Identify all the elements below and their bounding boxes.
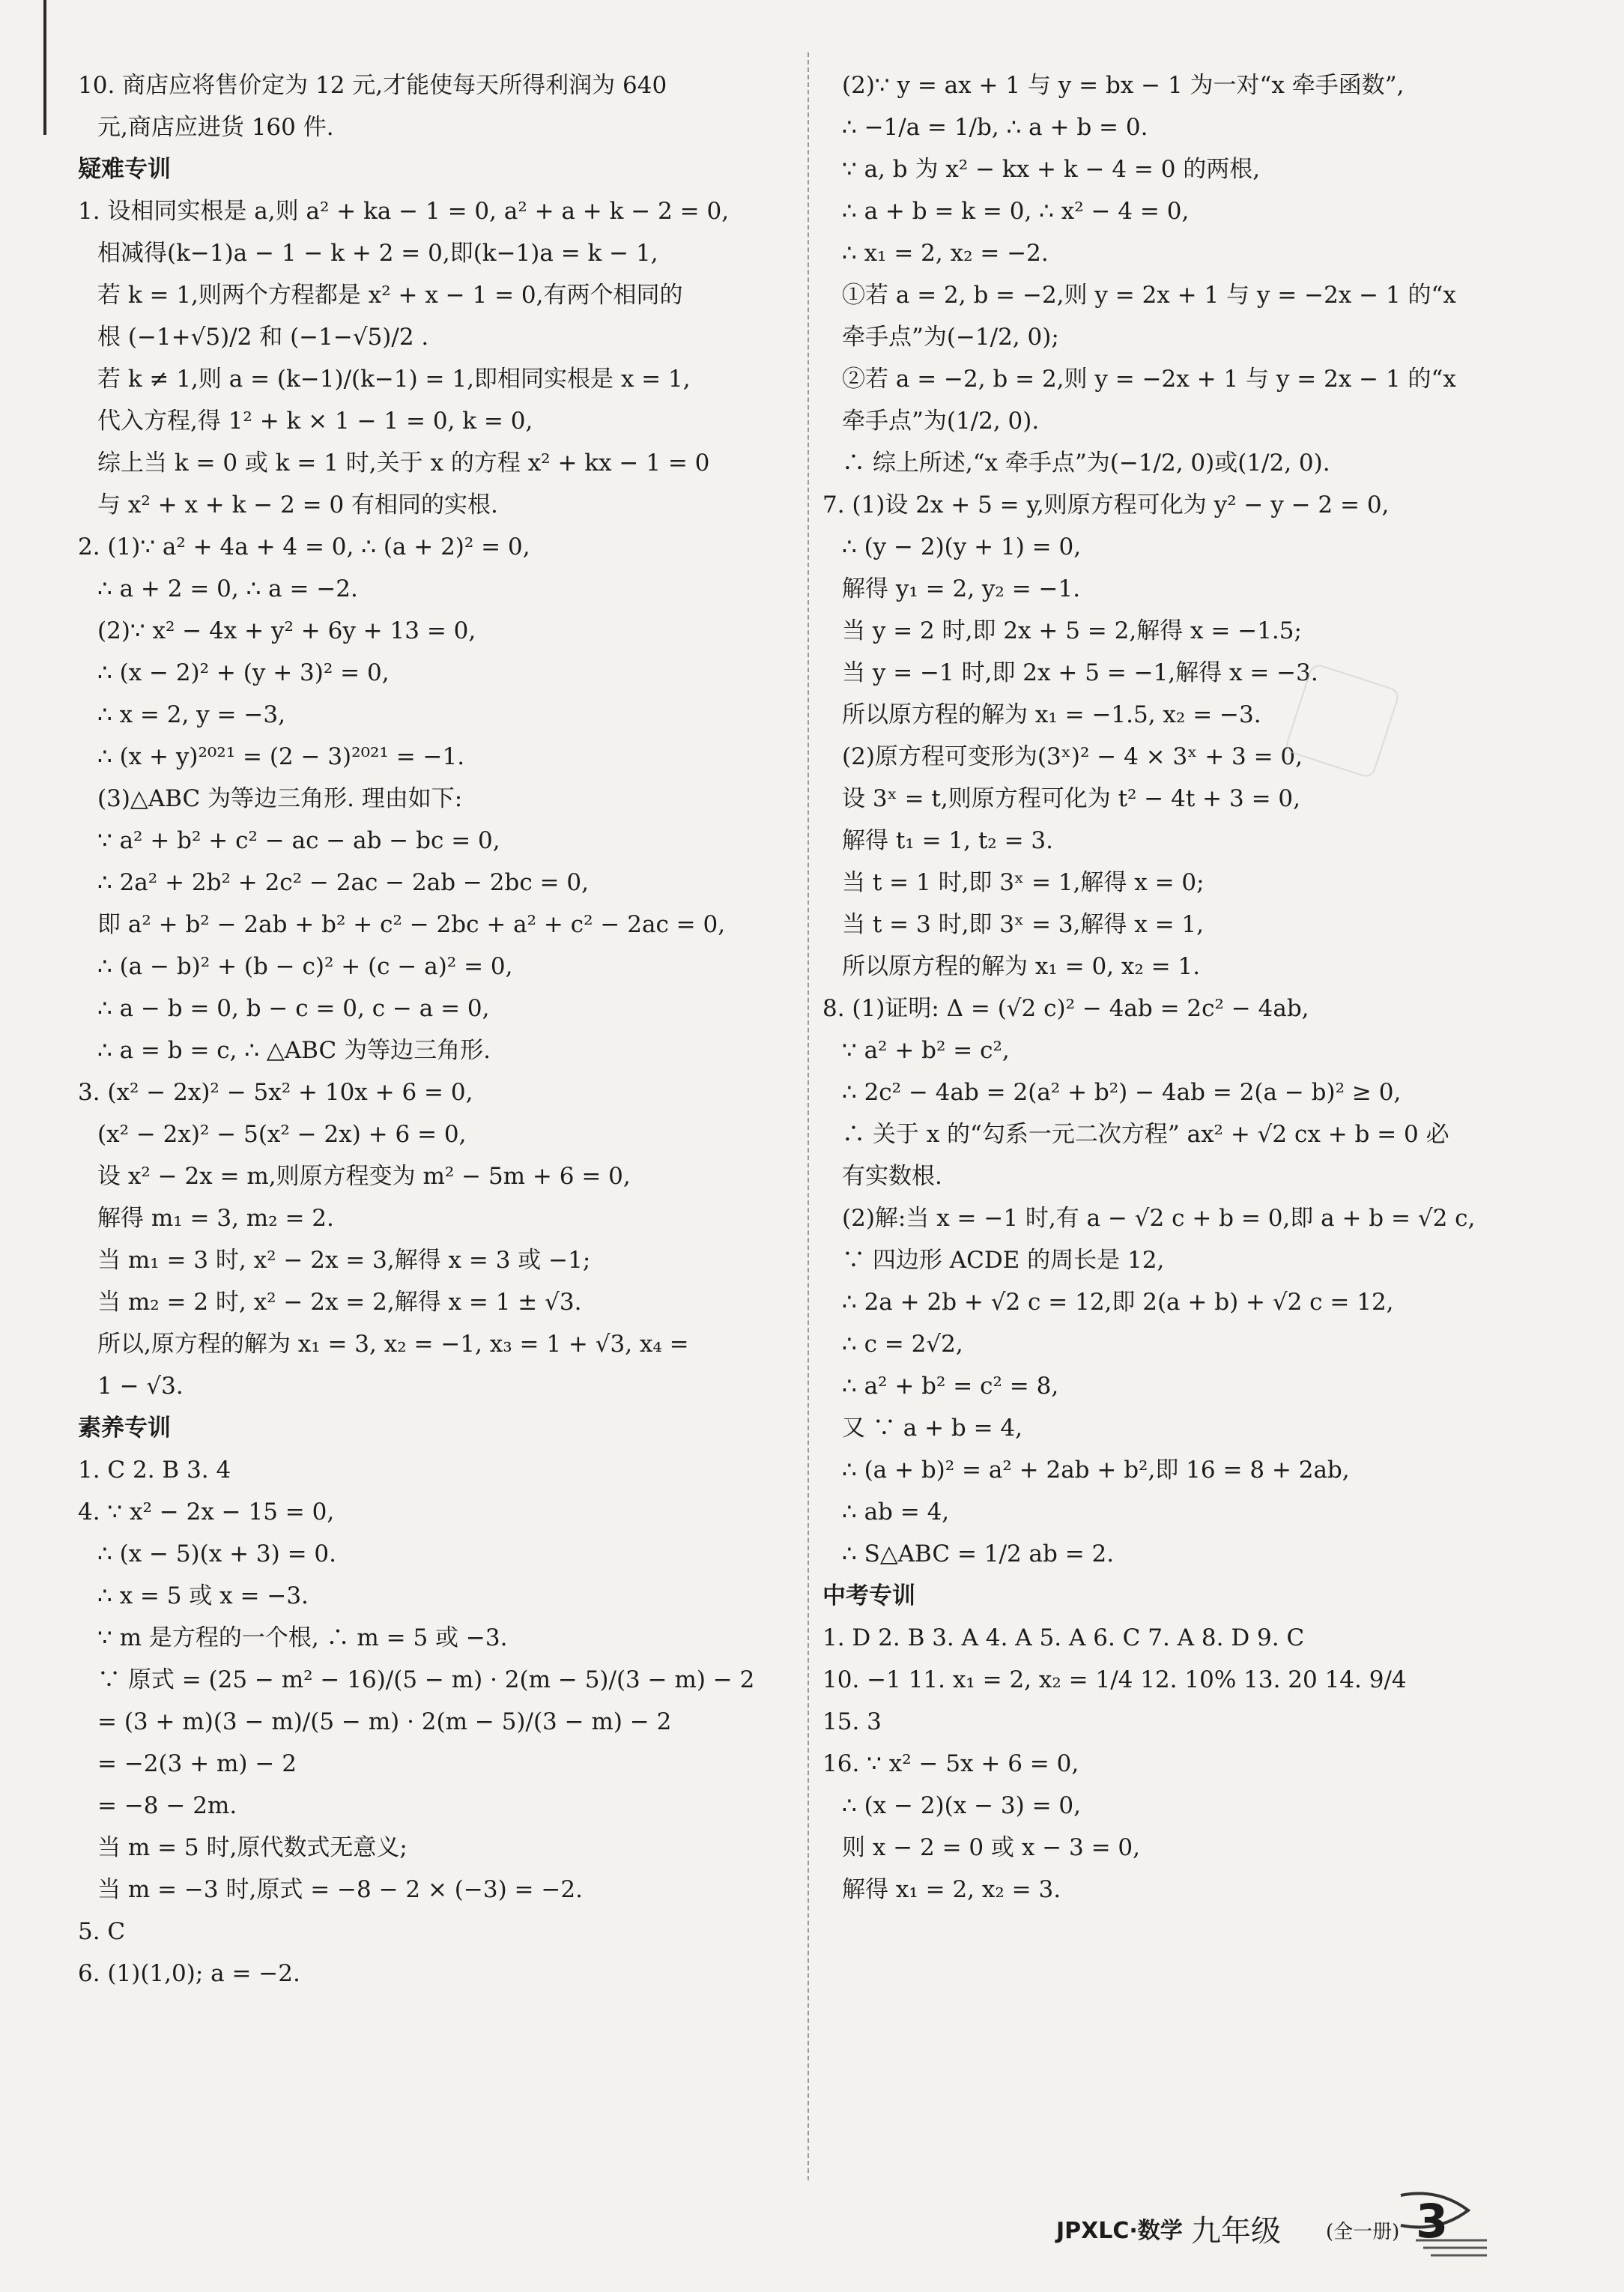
left-column-line: = −2(3 + m) − 2	[97, 1750, 297, 1777]
right-column-line: (2)原方程可变形为(3ˣ)² − 4 × 3ˣ + 3 = 0,	[842, 743, 1303, 770]
left-column-line: 当 m₁ = 3 时, x² − 2x = 3,解得 x = 3 或 −1;	[97, 1247, 591, 1274]
right-column-line: ∴ 综上所述,“x 牵手点”为(−1/2, 0)或(1/2, 0).	[842, 450, 1330, 477]
right-column-line: 16. ∵ x² − 5x + 6 = 0,	[822, 1750, 1079, 1777]
left-column-line: 10. 商店应将售价定为 12 元,才能使每天所得利润为 640	[78, 72, 667, 99]
footer-volume: (全一册)	[1326, 2221, 1400, 2243]
left-column-line: 1. 设相同实根是 a,则 a² + ka − 1 = 0, a² + a + k − 2 = 0,	[78, 198, 730, 225]
left-column-line: 当 m₂ = 2 时, x² − 2x = 2,解得 x = 1 ± √3.	[97, 1289, 582, 1316]
left-column-line: 元,商店应进货 160 件.	[97, 114, 334, 141]
page-number: 3	[1416, 2194, 1449, 2249]
left-column-line: (x² − 2x)² − 5(x² − 2x) + 6 = 0,	[97, 1121, 467, 1148]
left-column-line: 根 (−1+√5)/2 和 (−1−√5)/2 .	[97, 324, 429, 351]
left-column-line: ∵ 原式 = (25 − m² − 16)/(5 − m) · 2(m − 5)/(3 − m) − 2	[97, 1666, 755, 1693]
left-column-line: ∴ a − b = 0, b − c = 0, c − a = 0,	[97, 995, 490, 1022]
right-column-line: ∵ 四边形 ACDE 的周长是 12,	[842, 1247, 1165, 1274]
right-column-line: ∵ a, b 为 x² − kx + k − 4 = 0 的两根,	[842, 156, 1261, 183]
right-column-line: ∴ (y − 2)(y + 1) = 0,	[842, 533, 1082, 560]
right-column-line: 所以原方程的解为 x₁ = −1.5, x₂ = −3.	[842, 701, 1261, 728]
right-column-line: 当 t = 1 时,即 3ˣ = 1,解得 x = 0;	[842, 869, 1205, 896]
left-column-line: 2. (1)∵ a² + 4a + 4 = 0, ∴ (a + 2)² = 0,	[78, 533, 530, 560]
left-column-line: = (3 + m)(3 − m)/(5 − m) · 2(m − 5)/(3 − m) − 2	[97, 1708, 672, 1735]
left-column-line: 即 a² + b² − 2ab + b² + c² − 2bc + a² + c² − 2ac = 0,	[97, 911, 726, 938]
right-column-line: ∴ (x − 2)(x − 3) = 0,	[842, 1792, 1081, 1819]
left-column-line: ∴ (x + y)²⁰²¹ = (2 − 3)²⁰²¹ = −1.	[97, 743, 465, 770]
left-column-line: 5. C	[78, 1918, 126, 1945]
section-heading: 疑难专训	[78, 156, 171, 183]
right-column-line: 解得 y₁ = 2, y₂ = −1.	[842, 575, 1081, 602]
left-column-line: 1 − √3.	[97, 1373, 184, 1400]
right-column-line: (2)解:当 x = −1 时,有 a − √2 c + b = 0,即 a + b = √2 c,	[842, 1205, 1476, 1232]
left-column-line: 当 m = −3 时,原式 = −8 − 2 × (−3) = −2.	[97, 1876, 583, 1903]
right-column-line: 牵手点”为(1/2, 0).	[842, 408, 1040, 435]
left-column-line: 相减得(k−1)a − 1 − k + 2 = 0,即(k−1)a = k − 1,	[97, 240, 658, 267]
right-column-line: ∴ a² + b² = c² = 8,	[842, 1373, 1059, 1400]
right-column	[822, 64, 1557, 1911]
left-column-line: 设 x² − 2x = m,则原方程变为 m² − 5m + 6 = 0,	[97, 1163, 631, 1190]
right-column-line: 又 ∵ a + b = 4,	[842, 1415, 1022, 1442]
right-column-line: ∴ 2a + 2b + √2 c = 12,即 2(a + b) + √2 c = 12,	[842, 1289, 1394, 1316]
left-column-line: ∴ (a − b)² + (b − c)² + (c − a)² = 0,	[97, 953, 513, 980]
left-column-line: 解得 m₁ = 3, m₂ = 2.	[97, 1205, 334, 1232]
left-column-line: ∵ m 是方程的一个根, ∴ m = 5 或 −3.	[97, 1624, 508, 1651]
right-column-line: ②若 a = −2, b = 2,则 y = −2x + 1 与 y = 2x − 1 的“x	[842, 366, 1456, 393]
left-column-line: ∴ (x − 5)(x + 3) = 0.	[97, 1540, 336, 1567]
right-column-line: ∴ 2c² − 4ab = 2(a² + b²) − 4ab = 2(a − b)² ≥ 0,	[842, 1079, 1402, 1106]
scan-edge-line	[43, 0, 46, 135]
right-column-line: ∴ c = 2√2,	[842, 1331, 963, 1358]
left-column-line: ∴ x = 2, y = −3,	[97, 701, 285, 728]
right-column-line: (2)∵ y = ax + 1 与 y = bx − 1 为一对“x 牵手函数”,	[842, 72, 1405, 99]
right-column-line: 牵手点”为(−1/2, 0);	[842, 324, 1059, 351]
left-column-line: ∵ a² + b² + c² − ac − ab − bc = 0,	[97, 827, 500, 854]
right-column-line: 当 y = 2 时,即 2x + 5 = 2,解得 x = −1.5;	[842, 617, 1302, 644]
left-column-line: 代入方程,得 1² + k × 1 − 1 = 0, k = 0,	[97, 408, 533, 435]
left-column	[78, 64, 797, 1995]
left-column-line: 1. C 2. B 3. 4	[78, 1457, 231, 1484]
left-column-line: 4. ∵ x² − 2x − 15 = 0,	[78, 1499, 335, 1526]
left-column-line: ∴ a + 2 = 0, ∴ a = −2.	[97, 575, 358, 602]
left-column-line: ∴ 2a² + 2b² + 2c² − 2ac − 2ab − 2bc = 0,	[97, 869, 589, 896]
left-column-line: 6. (1)(1,0); a = −2.	[78, 1960, 300, 1987]
right-column-line: ∴ −1/a = 1/b, ∴ a + b = 0.	[842, 114, 1148, 141]
right-column-line: 10. −1 11. x₁ = 2, x₂ = 1/4 12. 10% 13. 20 14. 9/4	[822, 1666, 1407, 1693]
right-column-line: 1. D 2. B 3. A 4. A 5. A 6. C 7. A 8. D 9. C	[822, 1624, 1305, 1651]
right-column-line: ∴ S△ABC = 1/2 ab = 2.	[842, 1540, 1115, 1567]
right-column-line: 则 x − 2 = 0 或 x − 3 = 0,	[842, 1834, 1141, 1861]
right-column-line: 当 y = −1 时,即 2x + 5 = −1,解得 x = −3.	[842, 659, 1318, 686]
footer-book-code: JPXLC·数学	[1056, 2218, 1183, 2244]
right-column-line: ∴ a + b = k = 0, ∴ x² − 4 = 0,	[842, 198, 1190, 225]
right-column-line: 8. (1)证明: Δ = (√2 c)² − 4ab = 2c² − 4ab,	[822, 995, 1309, 1022]
right-column-line: 有实数根.	[842, 1163, 942, 1190]
left-column-line: 与 x² + x + k − 2 = 0 有相同的实根.	[97, 492, 498, 518]
right-column-line: ∵ a² + b² = c²,	[842, 1037, 1010, 1064]
left-column-line: 若 k = 1,则两个方程都是 x² + x − 1 = 0,有两个相同的	[97, 282, 683, 309]
left-column-line: (2)∵ x² − 4x + y² + 6y + 13 = 0,	[97, 617, 476, 644]
right-column-line: 设 3ˣ = t,则原方程可化为 t² − 4t + 3 = 0,	[842, 785, 1300, 812]
section-heading: 中考专训	[822, 1582, 915, 1609]
right-column-line: ∴ x₁ = 2, x₂ = −2.	[842, 240, 1049, 267]
left-column-line: 3. (x² − 2x)² − 5x² + 10x + 6 = 0,	[78, 1079, 473, 1106]
section-heading: 素养专训	[78, 1415, 171, 1442]
right-column-line: ∴ 关于 x 的“勾系一元二次方程” ax² + √2 cx + b = 0 必	[842, 1121, 1449, 1148]
left-column-line: ∴ x = 5 或 x = −3.	[97, 1582, 309, 1609]
right-column-line: ∴ ab = 4,	[842, 1499, 950, 1526]
left-column-line: ∴ (x − 2)² + (y + 3)² = 0,	[97, 659, 390, 686]
right-column-line: ∴ (a + b)² = a² + 2ab + b²,即 16 = 8 + 2ab,	[842, 1457, 1350, 1484]
right-column-line: 15. 3	[822, 1708, 882, 1735]
left-column-line: 当 m = 5 时,原代数式无意义;	[97, 1834, 407, 1861]
page-footer	[1034, 2185, 1543, 2267]
right-column-line: 当 t = 3 时,即 3ˣ = 3,解得 x = 1,	[842, 911, 1204, 938]
column-divider	[808, 52, 809, 2180]
left-column-line: 所以,原方程的解为 x₁ = 3, x₂ = −1, x₃ = 1 + √3, x₄ =	[97, 1331, 689, 1358]
page-number-badge	[1393, 2188, 1491, 2263]
left-column-line: 综上当 k = 0 或 k = 1 时,关于 x 的方程 x² + kx − 1 = 0	[97, 450, 710, 477]
right-column-line: 解得 t₁ = 1, t₂ = 3.	[842, 827, 1053, 854]
left-column-line: = −8 − 2m.	[97, 1792, 237, 1819]
right-column-line: 所以原方程的解为 x₁ = 0, x₂ = 1.	[842, 953, 1201, 980]
left-column-line: 若 k ≠ 1,则 a = (k−1)/(k−1) = 1,即相同实根是 x = 1,	[97, 366, 691, 393]
right-column-line: 解得 x₁ = 2, x₂ = 3.	[842, 1876, 1061, 1903]
left-column-line: ∴ a = b = c, ∴ △ABC 为等边三角形.	[97, 1037, 491, 1064]
right-column-line: 7. (1)设 2x + 5 = y,则原方程可化为 y² − y − 2 = 0,	[822, 492, 1390, 518]
footer-grade: 九年级	[1191, 2214, 1281, 2249]
left-column-line: (3)△ABC 为等边三角形. 理由如下:	[97, 785, 463, 812]
right-column-line: ①若 a = 2, b = −2,则 y = 2x + 1 与 y = −2x − 1 的“x	[842, 282, 1456, 309]
